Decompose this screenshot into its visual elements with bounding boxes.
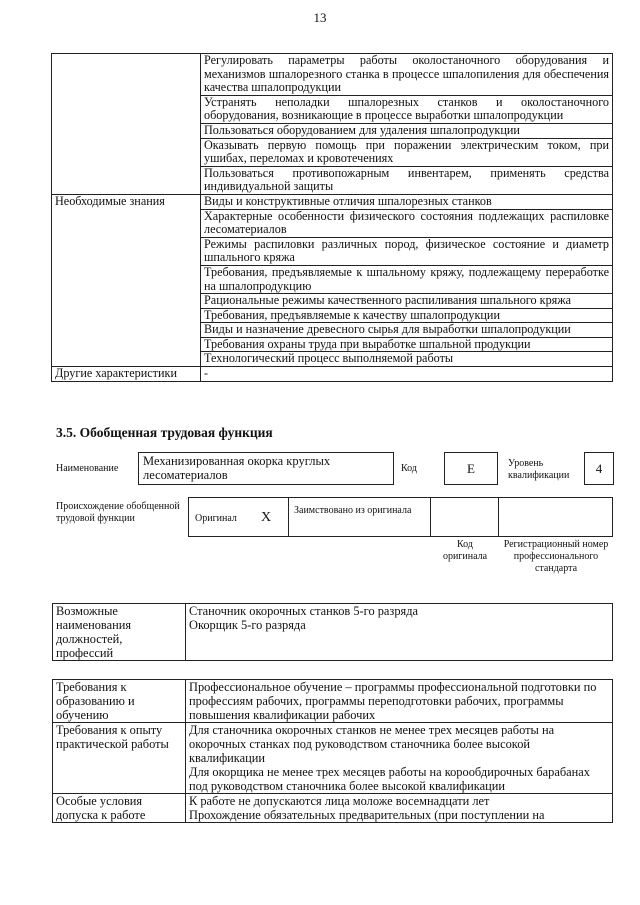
requirement-line: Профессиональное обучение – программы профессиональной подготовки по профессиям рабочих, программы переподготовки рабочих, программы повышения квалификации рабочих	[189, 680, 597, 722]
name-value: Механизированная окорка круглых лесоматериалов	[143, 454, 331, 482]
row-text: Устранять неполадки шпалорезных станков и околостаночного оборудования, возникающие в процессе выработки шпалопродукции	[201, 95, 613, 123]
table-row	[53, 794, 613, 823]
table-row	[52, 323, 613, 338]
row-label	[52, 54, 201, 96]
origin-box	[188, 497, 613, 537]
row-label: Другие характеристики	[52, 367, 201, 382]
requirement-label: Требования к опыту практической работы	[53, 723, 186, 794]
row-label	[52, 209, 201, 237]
row-label	[52, 265, 201, 293]
code-label: Код	[401, 463, 417, 474]
code-value: E	[444, 452, 498, 485]
row-label	[52, 352, 201, 367]
row-label	[52, 237, 201, 265]
requirement-text	[186, 723, 613, 794]
position-name: Станочник окорочных станков 5-го разряда	[189, 604, 419, 618]
table-row	[52, 352, 613, 367]
table-row	[52, 337, 613, 352]
requirement-line: Для станочника окорочных станков не менее трех месяцев работы на окорочных станках под руководством станочника более высокой квалификации	[189, 723, 555, 765]
row-text: Виды и назначение древесного сырья для выработки шпалопродукции	[201, 323, 613, 338]
row-label	[52, 166, 201, 194]
requirement-line: К работе не допускаются лица моложе восемнадцати лет	[189, 794, 490, 808]
row-text: Виды и конструктивные отличия шпалорезных станков	[201, 194, 613, 209]
requirement-text	[186, 680, 613, 723]
row-text: -	[201, 367, 613, 382]
reg-number-caption: Регистрационный номер профессионального стандарта	[503, 539, 609, 574]
original-label: Оригинал	[195, 513, 237, 524]
table-row	[52, 294, 613, 309]
requirements-table	[52, 679, 613, 823]
name-value-box	[138, 452, 394, 485]
positions-table	[52, 603, 613, 661]
borrowed-label: Заимствовано из оригинала	[294, 505, 412, 516]
row-text: Оказывать первую помощь при поражении электрическим током, при ушибах, переломах и кровотечениях	[201, 138, 613, 166]
row-label	[52, 323, 201, 338]
row-text: Технологический процесс выполняемой работы	[201, 352, 613, 367]
row-label	[52, 138, 201, 166]
positions-label: Возможные наименования должностей, профессий	[53, 604, 186, 661]
table-row	[52, 209, 613, 237]
row-label: Необходимые знания	[52, 194, 201, 209]
table-row	[52, 367, 613, 382]
row-text: Рациональные режимы качественного распиливания шпального кряжа	[201, 294, 613, 309]
requirement-label: Особые условия допуска к работе	[53, 794, 186, 823]
level-label: Уровень квалификации	[508, 458, 570, 481]
row-text: Характерные особенности физического состояния подлежащих распиловке лесоматериалов	[201, 209, 613, 237]
table-row	[52, 166, 613, 194]
original-mark: X	[261, 510, 272, 525]
row-text: Требования охраны труда при выработке шпальной продукции	[201, 337, 613, 352]
table-row	[53, 680, 613, 723]
requirement-line: Для окорщика не менее трех месяцев работы на корообдирочных барабанах под руководством станочника более высокой квалификации	[189, 765, 590, 793]
row-text: Пользоваться оборудованием для удаления шпалопродукции	[201, 123, 613, 138]
row-text: Требования, предъявляемые к шпальному кряжу, подлежащему переработке на шпалопродукцию	[201, 265, 613, 293]
row-label	[52, 123, 201, 138]
position-name: Окорщик 5-го разряда	[189, 618, 306, 632]
row-label	[52, 95, 201, 123]
table-row	[53, 723, 613, 794]
table-row	[52, 237, 613, 265]
name-label: Наименование	[56, 463, 119, 474]
page-number: 13	[313, 10, 327, 25]
row-label	[52, 337, 201, 352]
table-row	[52, 138, 613, 166]
table-row	[52, 95, 613, 123]
positions-values	[186, 604, 613, 661]
skills-knowledge-table	[51, 53, 613, 382]
table-row	[52, 308, 613, 323]
row-text: Режимы распиловки различных пород, физическое состояние и диаметр шпального кряжа	[201, 237, 613, 265]
table-row	[52, 54, 613, 96]
level-value: 4	[584, 452, 614, 485]
row-text: Требования, предъявляемые к качеству шпалопродукции	[201, 308, 613, 323]
row-text: Регулировать параметры работы околостаночного оборудования и механизмов шпалорезного станка в процессе шпалопиления для обеспечения качества шпалопродукции	[201, 54, 613, 96]
row-text: Пользоваться противопожарным инвентарем, применять средства индивидуальной защиты	[201, 166, 613, 194]
requirement-text	[186, 794, 613, 823]
origin-label: Происхождение обобщенной трудовой функции	[56, 501, 180, 524]
row-label	[52, 308, 201, 323]
table-row	[52, 194, 613, 209]
code-original-caption: Код оригинала	[442, 539, 488, 562]
table-row	[52, 265, 613, 293]
table-row	[52, 123, 613, 138]
requirement-label: Требования к образованию и обучению	[53, 680, 186, 723]
row-label	[52, 294, 201, 309]
section-title: 3.5. Обобщенная трудовая функция	[56, 425, 273, 440]
requirement-line: Прохождение обязательных предварительных (при поступлении на	[189, 808, 545, 822]
